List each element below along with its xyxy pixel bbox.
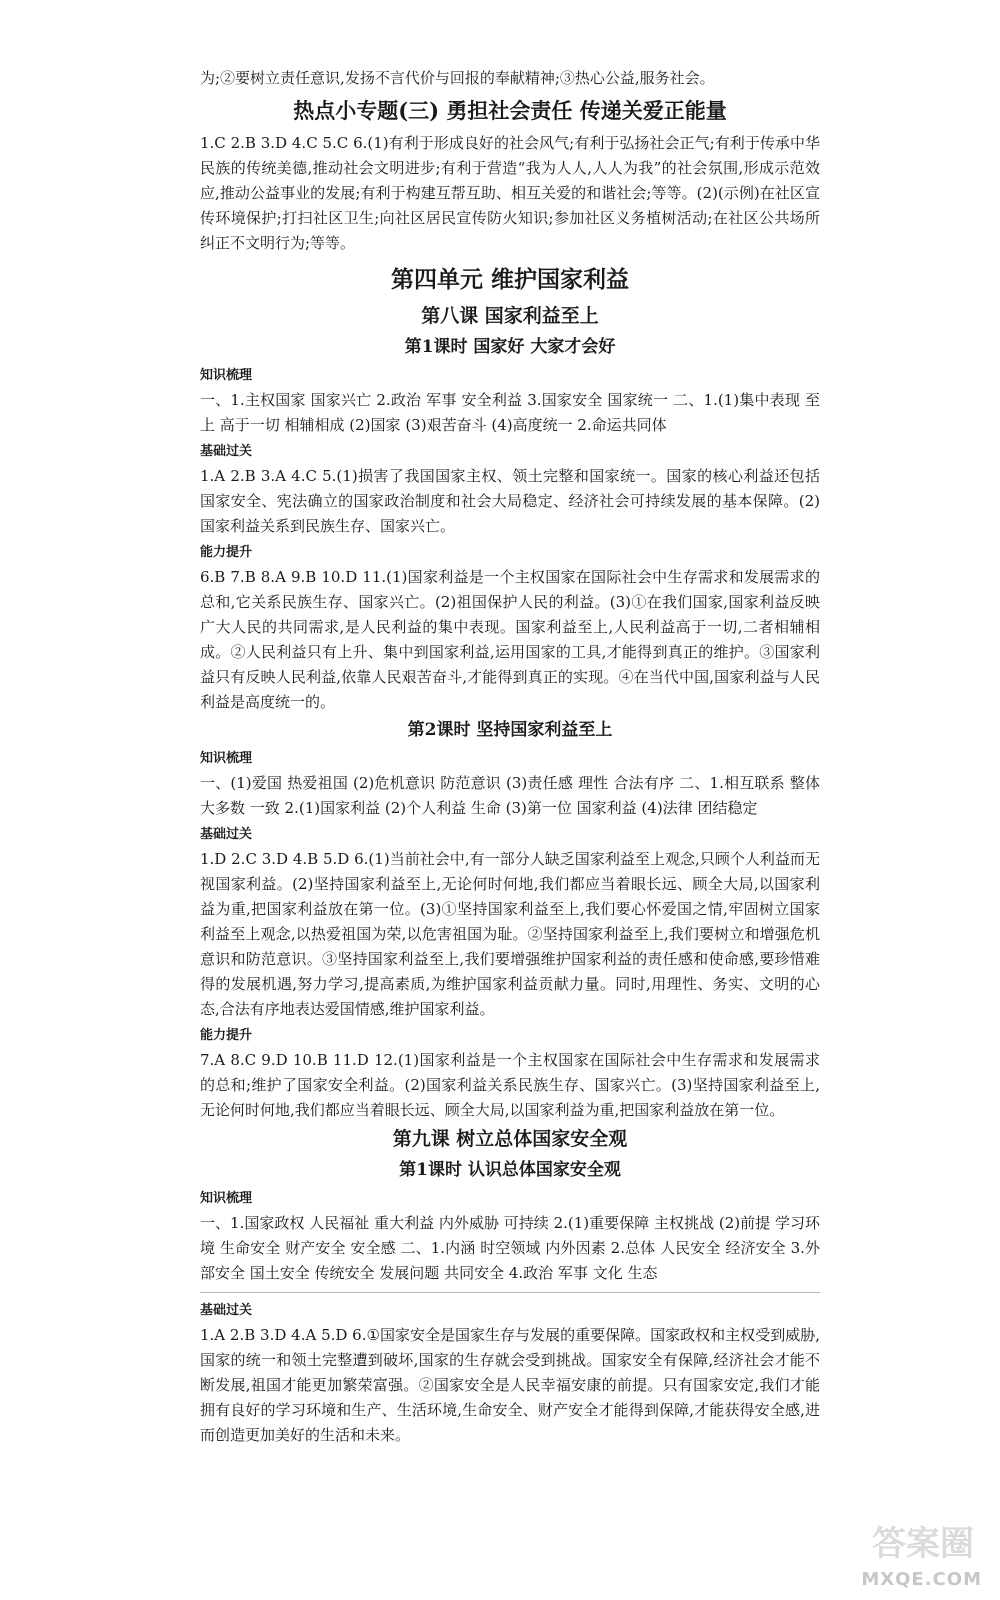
l8s2-nengli: 7.A 8.C 9.D 10.B 11.D 12.(1)国家利益是一个主权国家在国际社会中生存需求和发展需求的总和;维护了国家安全利益。(2)国家利益关系民族生存、国家兴亡。(3)坚持国家利益至上,无论何时何地,我们都应当着眼长远、顾全大局,以国家利益为重,把国家利益放在第一位。 <box>200 1051 820 1119</box>
lesson9-session1-title: 第1课时 认识总体国家安全观 <box>399 1160 621 1180</box>
lesson8-session2-title: 第2课时 坚持国家利益至上 <box>407 720 613 740</box>
section-label-jichu: 基础过关 <box>200 444 253 459</box>
l8s1-nengli: 6.B 7.B 8.A 9.B 10.D 11.(1)国家利益是一个主权国家在国际社会中生存需求和发展需求的总和,它关系民族生存、国家兴亡。(2)祖国保护人民的利益。(3)①在我们国家,国家利益反映广大人民的共同需求,是人民利益的集中表现。国家利益至上,人民利益高于一切,二者相辅相成。②人民利益只有上升、集中到国家利益,运用国家的工具,才能得到真正的维护。③国家利益只有反映人民利益,依靠人民艰苦奋斗,才能得到真正的实现。④在当代中国,国家利益与人民利益是高度统一的。 <box>200 568 820 711</box>
intro-line: 为;②要树立责任意识,发扬不言代价与回报的奉献精神;③热心公益,服务社会。 <box>200 69 715 87</box>
unit4-title: 第四单元 维护国家利益 <box>390 266 629 293</box>
topic3-title: 热点小专题(三) 勇担社会责任 传递关爱正能量 <box>293 98 727 123</box>
l8s1-zhishi: 一、1.主权国家 国家兴亡 2.政治 军事 安全利益 3.国家安全 国家统一 二、1.(1)集中表现 至上 高于一切 相辅相成 (2)国家 (3)艰苦奋斗 (4)高度统一 2.命运共同体 <box>200 391 820 434</box>
section-label-zhishi: 知识梳理 <box>200 368 253 383</box>
divider-line <box>200 1292 820 1293</box>
l9s1-jichu: 1.A 2.B 3.D 4.A 5.D 6.①国家安全是国家生存与发展的重要保障。国家政权和主权受到威胁,国家的统一和领土完整遭到破坏,国家的生存就会受到挑战。国家安全有保障,经济社会才能不断发展,祖国才能更加繁荣富强。②国家安全是人民幸福安康的前提。只有国家安定,我们才能拥有良好的学习环境和生产、生活环境,生命安全、财产安全才能得到保障,才能获得安全感,进而创造更加美好的生活和未来。 <box>200 1326 820 1444</box>
lesson9-title: 第九课 树立总体国家安全观 <box>392 1128 628 1150</box>
lesson8-session1-title: 第1课时 国家好 大家才会好 <box>404 337 616 357</box>
section-label-jichu: 基础过关 <box>200 827 253 842</box>
section-label-zhishi: 知识梳理 <box>200 1191 253 1206</box>
section-label-nengli: 能力提升 <box>200 545 253 560</box>
topic3-answers: 1.C 2.B 3.D 4.C 5.C 6.(1)有利于形成良好的社会风气;有利于弘扬社会正气;有利于传承中华民族的传统美德,推动社会文明进步;有利于营造“我为人人,人人为我”的社会氛围,形成示范效应,推动公益事业的发展;有利于构建互帮互助、相互关爱的和谐社会;等等。(2)(示例)在社区宣传环境保护;打扫社区卫生;向社区居民宣传防火知识;参加社区义务植树活动;在社区公共场所纠正不文明行为;等等。 <box>200 134 820 252</box>
answer-content <box>200 66 820 1448</box>
site-watermark <box>812 1516 982 1590</box>
section-label-nengli: 能力提升 <box>200 1028 253 1043</box>
l8s2-jichu: 1.D 2.C 3.D 4.B 5.D 6.(1)当前社会中,有一部分人缺乏国家利益至上观念,只顾个人利益而无视国家利益。(2)坚持国家利益至上,无论何时何地,我们都应当着眼长远、顾全大局,以国家利益为重,把国家利益放在第一位。(3)①坚持国家利益至上,我们要心怀爱国之情,牢固树立国家利益至上观念,以热爱祖国为荣,以危害祖国为耻。②坚持国家利益至上,我们要树立和增强危机意识和防范意识。③坚持国家利益至上,我们要增强维护国家利益的责任感和使命感,要珍惜难得的发展机遇,努力学习,提高素质,为维护国家利益贡献力量。同时,用理性、务实、文明的心态,合法有序地表达爱国情感,维护国家利益。 <box>200 850 820 1018</box>
watermark-logo: 答案圈 <box>872 1524 974 1564</box>
section-label-zhishi: 知识梳理 <box>200 751 253 766</box>
lesson8-title: 第八课 国家利益至上 <box>421 305 599 327</box>
l8s2-zhishi: 一、(1)爱国 热爱祖国 (2)危机意识 防范意识 (3)责任感 理性 合法有序 二、1.相互联系 整体 大多数 一致 2.(1)国家利益 (2)个人利益 生命 (3)第一位 国家利益 (4)法律 团结稳定 <box>200 774 820 817</box>
l8s1-jichu: 1.A 2.B 3.A 4.C 5.(1)损害了我国国家主权、领土完整和国家统一。国家的核心利益还包括国家安全、宪法确立的国家政治制度和社会大局稳定、经济社会可持续发展的基本保障。(2)国家利益关系到民族生存、国家兴亡。 <box>200 467 820 535</box>
l9s1-zhishi: 一、1.国家政权 人民福祉 重大利益 内外威胁 可持续 2.(1)重要保障 主权挑战 (2)前提 学习环境 生命安全 财产安全 安全感 二、1.内涵 时空领域 内外因素 2.总体 人民安全 经济安全 3.外部安全 国土安全 传统安全 发展问题 共同安全 4.政治 军事 文化 生态 <box>200 1214 820 1282</box>
section-label-jichu: 基础过关 <box>200 1303 253 1318</box>
watermark-site: MXQE.COM <box>861 1569 982 1590</box>
